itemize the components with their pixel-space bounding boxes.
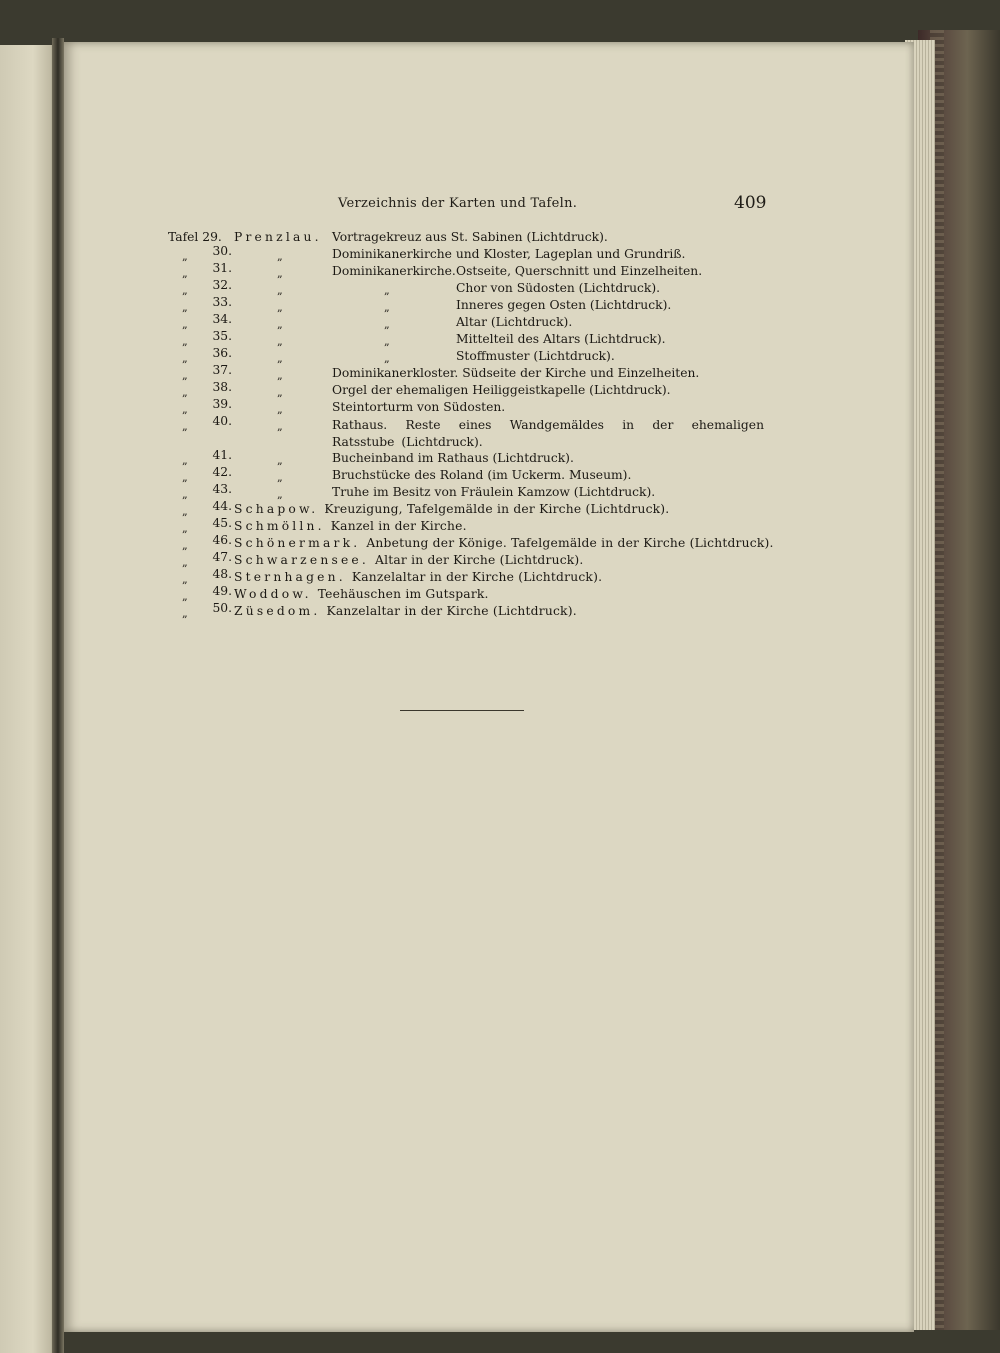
- plate-description: Dominikanerkirche.: [332, 264, 456, 278]
- plate-number: 37.: [212, 363, 232, 377]
- plate-description: Kreuzigung, Tafelgemälde in der Kirche (Lichtdruck).: [324, 502, 670, 516]
- place-label: Schmölln.: [234, 519, 325, 533]
- plate-number: 35.: [212, 329, 232, 343]
- ditto-mark: „: [182, 369, 188, 382]
- place-name: [234, 553, 584, 567]
- plate-description: Truhe im Besitz von Fräulein Kamzow (Lichtdruck).: [332, 485, 656, 499]
- place-ditto-mark: „: [277, 488, 283, 501]
- place-label: Züsedom.: [234, 604, 321, 618]
- plate-number: 31.: [212, 261, 232, 275]
- ditto-mark: „: [182, 301, 188, 314]
- plate-description: Dominikanerkirche und Kloster, Lageplan und Grundriß.: [332, 247, 686, 261]
- book-gutter: [52, 38, 64, 1353]
- place-name: [234, 570, 602, 584]
- place-name: [234, 519, 467, 533]
- plate-description: Bucheinband im Rathaus (Lichtdruck).: [332, 451, 574, 465]
- plate-subdescription: Ostseite, Querschnitt und Einzelheiten.: [456, 264, 703, 278]
- list-item: [64, 414, 914, 451]
- ditto-mark: „: [182, 522, 188, 535]
- ditto-mark: „: [182, 488, 188, 501]
- place-ditto-mark: „: [277, 267, 283, 280]
- ditto-mark: „: [182, 471, 188, 484]
- plate-number: 46.: [212, 533, 232, 547]
- ditto-mark: „: [182, 250, 188, 263]
- place-label: Woddow.: [234, 587, 312, 601]
- plate-description: Vortragekreuz aus St. Sabinen (Lichtdruck).: [332, 230, 608, 244]
- ditto-mark: „: [182, 505, 188, 518]
- ditto-mark: „: [182, 318, 188, 331]
- ditto-mark: „: [182, 573, 188, 586]
- place-ditto-mark: „: [277, 301, 283, 314]
- place-ditto-mark: „: [277, 420, 283, 433]
- plate-subdescription: Inneres gegen Osten (Lichtdruck).: [456, 298, 672, 312]
- place-name: [234, 502, 669, 516]
- plate-label: Tafel 29.: [168, 230, 222, 244]
- ditto-mark: „: [182, 539, 188, 552]
- place-name: [234, 587, 489, 601]
- place-name: [234, 536, 774, 550]
- book-page: [64, 42, 914, 1332]
- place-label: Schönermark.: [234, 536, 361, 550]
- plate-number: 40.: [212, 414, 232, 428]
- ditto-mark: „: [182, 590, 188, 603]
- plate-number: 33.: [212, 295, 232, 309]
- description-ditto-mark: „: [384, 301, 390, 314]
- place-ditto-mark: „: [277, 318, 283, 331]
- ditto-mark: „: [182, 284, 188, 297]
- ditto-mark: „: [182, 454, 188, 467]
- list-item: [64, 601, 914, 621]
- plate-number: 44.: [212, 499, 232, 513]
- plate-description: Kanzelaltar in der Kirche (Lichtdruck).: [351, 570, 603, 584]
- plate-number: 48.: [212, 567, 232, 581]
- plate-subdescription: Chor von Südosten (Lichtdruck).: [456, 281, 661, 295]
- place-ditto-mark: „: [277, 386, 283, 399]
- description-ditto-mark: „: [384, 318, 390, 331]
- ditto-mark: „: [182, 556, 188, 569]
- place-label: Sternhagen.: [234, 570, 346, 584]
- plate-description: Bruchstücke des Roland (im Uckerm. Museum).: [332, 468, 632, 482]
- plate-number: 43.: [212, 482, 232, 496]
- plate-description: Steintorturm von Südosten.: [332, 400, 506, 414]
- place-ditto-mark: „: [277, 403, 283, 416]
- plate-number: 34.: [212, 312, 232, 326]
- plate-description: Teehäuschen im Gutspark.: [317, 587, 489, 601]
- plate-description: Kanzelaltar in der Kirche (Lichtdruck).: [326, 604, 577, 618]
- plate-description: Anbetung der Könige. Tafelgemälde in der Kirche (Lichtdruck).: [366, 536, 774, 550]
- description-ditto-mark: „: [384, 284, 390, 297]
- plate-number: 39.: [212, 397, 232, 411]
- plate-subdescription: Mittelteil des Altars (Lichtdruck).: [456, 332, 666, 346]
- ditto-mark: „: [182, 607, 188, 620]
- ditto-mark: „: [182, 335, 188, 348]
- plate-number: 38.: [212, 380, 232, 394]
- ditto-mark: „: [182, 420, 188, 433]
- place-name: Prenzlau.: [234, 230, 322, 244]
- page-number: 409: [734, 193, 767, 213]
- plate-description: Kanzel in der Kirche.: [330, 519, 467, 533]
- plate-number: 32.: [212, 278, 232, 292]
- place-ditto-mark: „: [277, 284, 283, 297]
- left-page-edge: [0, 45, 55, 1353]
- description-ditto-mark: „: [384, 352, 390, 365]
- plate-number: 50.: [212, 601, 232, 615]
- place-ditto-mark: „: [277, 454, 283, 467]
- plate-number: 42.: [212, 465, 232, 479]
- plate-number: 47.: [212, 550, 232, 564]
- plate-description: Rathaus. Reste eines Wandgemäldes in der ehemaligen Ratsstube (Lichtdruck).: [332, 418, 764, 449]
- plate-number: 36.: [212, 346, 232, 360]
- place-ditto-mark: „: [277, 250, 283, 263]
- place-label: Schwarzensee.: [234, 553, 370, 567]
- ditto-mark: „: [182, 386, 188, 399]
- plate-number: 45.: [212, 516, 232, 530]
- plate-description: Dominikanerkloster. Südseite der Kirche und Einzelheiten.: [332, 366, 700, 380]
- place-label: Schapow.: [234, 502, 319, 516]
- plate-number: 41.: [212, 448, 232, 462]
- plate-description: Altar in der Kirche (Lichtdruck).: [375, 553, 584, 567]
- closing-rule: [400, 710, 524, 711]
- plate-subdescription: Stoffmuster (Lichtdruck).: [456, 349, 615, 363]
- plate-subdescription: Altar (Lichtdruck).: [456, 315, 573, 329]
- place-name: [234, 604, 577, 618]
- place-ditto-mark: „: [277, 352, 283, 365]
- description-ditto-mark: „: [384, 335, 390, 348]
- ditto-mark: „: [182, 267, 188, 280]
- running-header: Verzeichnis der Karten und Tafeln.: [338, 196, 578, 211]
- place-ditto-mark: „: [277, 335, 283, 348]
- plate-description: Orgel der ehemaligen Heiliggeistkapelle (Lichtdruck).: [332, 383, 671, 397]
- place-ditto-mark: „: [277, 369, 283, 382]
- ditto-mark: „: [182, 403, 188, 416]
- ditto-mark: „: [182, 352, 188, 365]
- place-ditto-mark: „: [277, 471, 283, 484]
- plate-number: 49.: [212, 584, 232, 598]
- plate-list: [64, 230, 914, 621]
- plate-number: 30.: [212, 244, 232, 258]
